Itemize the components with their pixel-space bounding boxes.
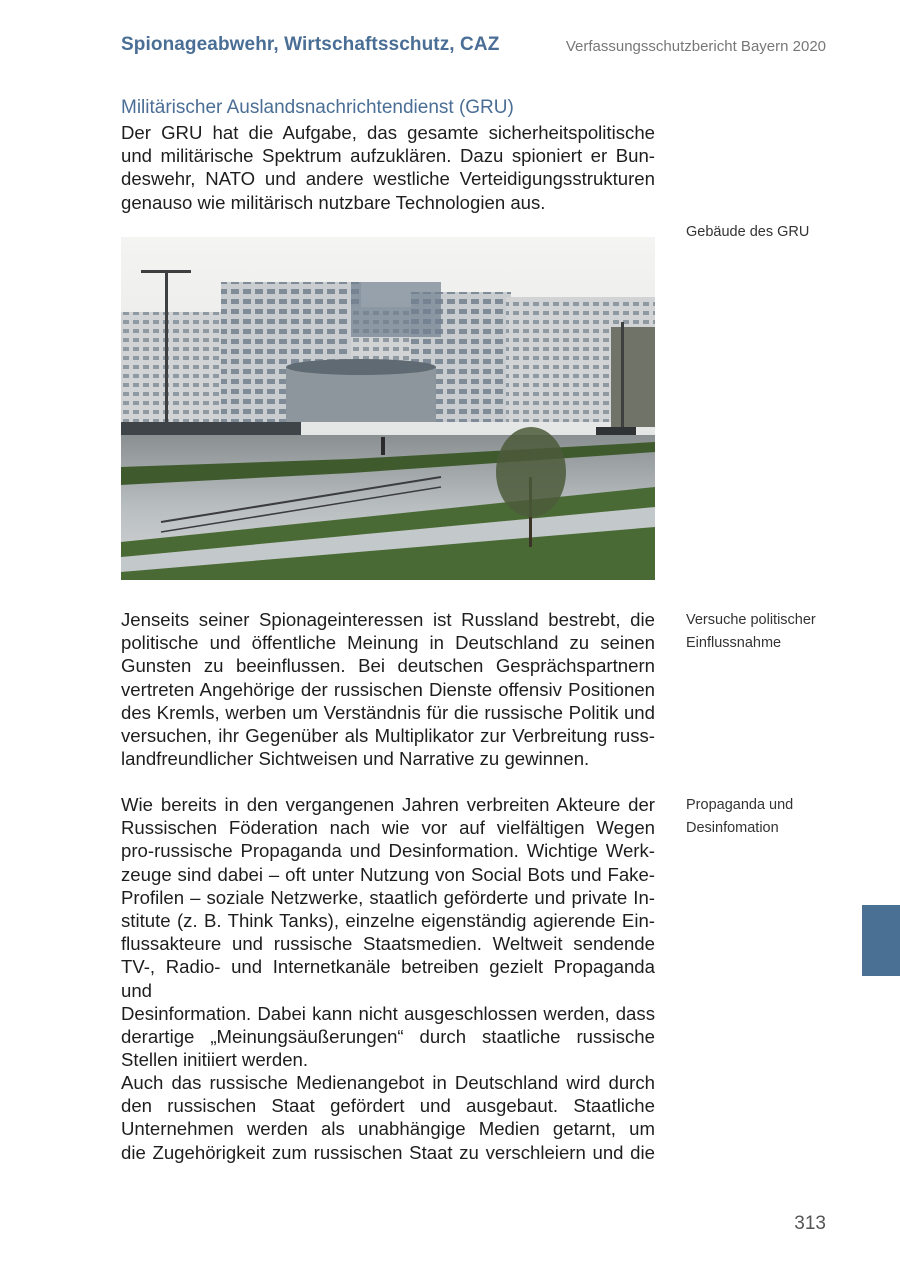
report-title: Verfassungsschutzbericht Bayern 2020 — [565, 38, 826, 55]
text-line: Jenseits seiner Spionageinteressen ist Russland bestrebt, die — [121, 609, 655, 630]
paragraph-media — [121, 1071, 655, 1164]
text-line: Wie bereits in den vergangenen Jahren verbreiten Akteure der — [121, 794, 655, 815]
text-line: den russischen Staat gefördert und ausgebaut. Staatliche — [121, 1095, 655, 1117]
text-line-last: genauso wie militärisch nutzbare Technologien aus. — [121, 191, 546, 213]
photo-caption: Gebäude des GRU — [686, 224, 810, 240]
text-line: und militärische Spektrum aufzuklären. Dazu spioniert er Bun- — [121, 145, 655, 167]
text-line: pro-russische Propaganda und Desinformation. Wichtige Werk- — [121, 840, 655, 862]
note-line: Einflussnahme — [686, 635, 782, 651]
margin-note-influence — [686, 609, 846, 655]
text-line: Russischen Föderation nach wie vor auf vielfältigen Wegen — [121, 817, 655, 839]
margin-note-propaganda — [686, 794, 846, 840]
text-line: vertreten Angehörige der russischen Dienste offensiv Positionen — [121, 678, 655, 700]
note-line: Propaganda und — [686, 797, 794, 813]
text-line: deswehr, NATO und andere westliche Verteidigungsstrukturen — [121, 168, 655, 190]
gru-building-photo — [121, 237, 655, 580]
text-line-last: Stellen initiiert werden. — [121, 1049, 309, 1071]
text-line: Unternehmen werden als unabhängige Medien getarnt, um — [121, 1118, 655, 1140]
text-line: zeuge sind dabei – oft unter Nutzung von Social Bots und Fake- — [121, 863, 655, 885]
note-line: Versuche politischer — [686, 612, 816, 628]
chapter-thumb-tab — [862, 905, 900, 976]
building-illustration — [121, 237, 655, 580]
text-line-last: landfreundlicher Sichtweisen und Narrative zu gewinnen. — [121, 748, 590, 770]
intro-paragraph — [121, 121, 655, 214]
text-line: Profilen – soziale Netzwerke, staatlich geförderte und private In- — [121, 886, 655, 908]
text-line: Der GRU hat die Aufgabe, das gesamte sicherheitspolitische — [121, 122, 655, 143]
chapter-title: Spionageabwehr, Wirtschaftsschutz, CAZ — [121, 34, 500, 55]
note-line: Desinfomation — [686, 820, 779, 836]
text-line: TV-, Radio- und Internetkanäle betreiben gezielt Propaganda und — [121, 956, 655, 1001]
section-heading: Militärischer Auslandsnachrichtendienst (GRU) — [121, 97, 514, 118]
text-line: des Kremls, werben um Verständnis für die russische Politik und — [121, 701, 655, 723]
paragraph-influence — [121, 608, 655, 770]
text-line: versuchen, ihr Gegenüber als Multiplikator zur Verbreitung russ- — [121, 725, 655, 747]
text-line: politische und öffentliche Meinung in Deutschland zu seinen — [121, 632, 655, 654]
text-line: die Zugehörigkeit zum russischen Staat zu verschleiern und die — [121, 1141, 655, 1163]
text-line: Gunsten zu beeinflussen. Bei deutschen Gesprächspartnern — [121, 655, 655, 677]
paragraph-propaganda — [121, 793, 655, 1071]
text-line: stitute (z. B. Think Tanks), einzelne eigenständig agierende Ein- — [121, 910, 655, 932]
text-line: Auch das russische Medienangebot in Deutschland wird durch — [121, 1072, 655, 1093]
text-line: Desinformation. Dabei kann nicht ausgeschlossen werden, dass — [121, 1002, 655, 1024]
text-line: flussakteure und russische Staatsmedien. Weltweit sendende — [121, 933, 655, 955]
page-number: 313 — [794, 1213, 826, 1234]
text-line: derartige „Meinungsäußerungen“ durch staatliche russische — [121, 1026, 655, 1048]
